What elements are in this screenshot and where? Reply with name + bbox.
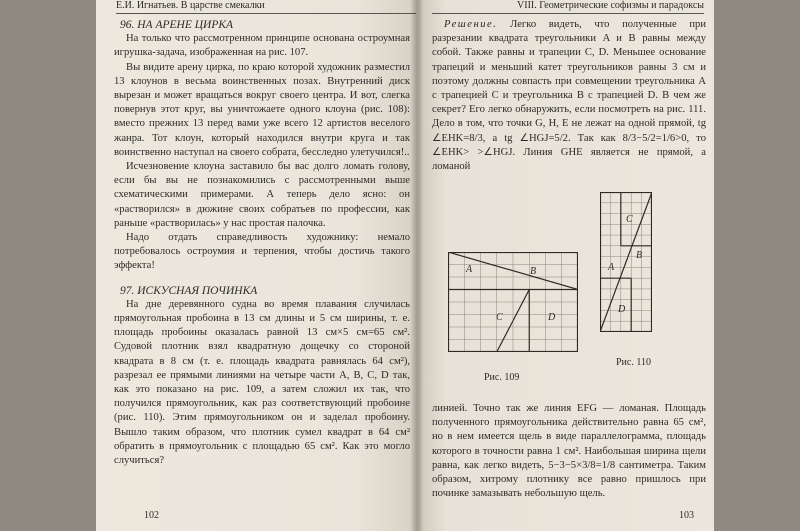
section-96-paragraph-1: На только что рассмотренном принципе основана остроумная игрушка-задача, изображенная на рис. 107.: [114, 33, 410, 59]
left-text-column: [114, 18, 410, 468]
left-running-header: Е.И. Игнатьев. В царстве смекалки: [116, 0, 416, 14]
figure-110-caption: Рис. 110: [616, 357, 651, 368]
solution-label: Решение.: [444, 19, 498, 30]
section-96-title: 96. НА АРЕНЕ ЦИРКА: [120, 19, 234, 31]
fig110-label-c: C: [626, 214, 633, 225]
book-spine: [410, 0, 424, 531]
fig110-label-d: D: [618, 304, 626, 315]
solution-text: Легко видеть, что полученные при разрезании квадрата треугольники A и B равны между собой. Также равны и трапеции C, D. Меньшее основание трапеций и меньший катет треугольников равны 3 см и поэтому должны совпасть при совмещении треугольника A с трапецией C и треугольника B с трапецией D. В чем же секрет? Его легко обнаружить, если посмотреть на рис. 111. Дело в том, что точки G, H, E не лежат на одной прямой, tg ∠EHK=8/3, а tg ∠HGJ=5/2. Так как 8/3−5/2=1/6>0, то ∠EHK> >∠HGJ. Линия GHE является не прямой, а ломаной: [432, 19, 706, 173]
solution-paragraph: [432, 18, 706, 174]
fig109-label-c: C: [496, 312, 503, 323]
fig110-label-a: A: [608, 262, 615, 273]
section-97-title: 97. ИСКУСНАЯ ПОЧИНКА: [120, 284, 258, 297]
section-96-paragraph-3: Исчезновение клоуна заставило бы вас долго ломать голову, если бы вы не познакомились с рассмотренными выше схематическими примерами. А теперь дело ясно: он «растворился» в дюжине своих собратьев по профессии, как раньше «растворилась» у нас простая палочка.: [114, 161, 410, 229]
fig110-label-b: B: [636, 250, 643, 261]
left-page: [96, 0, 418, 531]
section-96-paragraph-4: Надо отдать справедливость художнику: немало потребовалось остроумия и терпения, чтобы достичь такого эффекта!: [114, 232, 410, 272]
fig109-label-d: D: [548, 312, 556, 323]
figure-109: [448, 252, 578, 352]
right-page-number: 103: [679, 510, 694, 521]
figure-110: [600, 192, 652, 332]
fig109-label-b: B: [530, 266, 537, 277]
right-bottom-text: [432, 402, 706, 501]
right-running-header: VIII. Геометрические софизмы и парадоксы: [432, 0, 704, 14]
conclusion-paragraph: линией. Точно так же линия EFG — ломаная. Площадь полученного прямоугольника действительно равна 65 см², но в нем имеется щель в виде параллелограмма, площадь которого в точности равна 1 см². Наибольшая ширина щели равна, как легко видеть, 5−3−5×3/8=1/8 сантиметра. Таким образом, хитрому плотнику все равно пришлось при починке замазывать небольшую щель.: [432, 403, 706, 500]
figure-109-caption: Рис. 109: [484, 372, 520, 383]
section-96-paragraph-2: Вы видите арену цирка, по краю которой художник разместил 13 клоунов в весьма воинственных позах. Внутренний диск вырезан и может вращаться вокруг своего центра. И вот, слегка повернув этот круг, вы уничтожаете одного клоуна (рис. 108): вместо прежних 13 перед вами уже всего 12 артистов веселого жанра. Тот клоун, который находился внутри круга и так воинственно наступал на своего собрата, бесследно улетучился!..: [114, 61, 410, 158]
right-page: [418, 0, 714, 531]
left-page-number: 102: [144, 510, 159, 521]
right-text-column: [432, 18, 706, 174]
section-97-paragraph-1: На дне деревянного судна во время плавания случилась прямоугольная пробоина в 13 см длины и 5 см ширины, т. е. площадь пробоины оказалась равной 13 см×5 см=65 см². Судовой плотник взял квадратную дощечку со стороной квадрата в 8 см (т. е. площадь квадрата равнялась 64 см²), разрезал ее прямыми линиями на четыре части A, B, C, D так, как это показано на рис. 109, а затем сложил их так, что получился прямоугольник, как раз соответствующий пробоине (рис. 110). Этим прямоугольником он и заделал пробоину. Вышло таким образом, что плотник сумел квадрат в 64 см² обратить в прямоугольник с площадью 65 см². Как это могло случиться?: [114, 298, 410, 467]
fig109-label-a: A: [466, 264, 473, 275]
